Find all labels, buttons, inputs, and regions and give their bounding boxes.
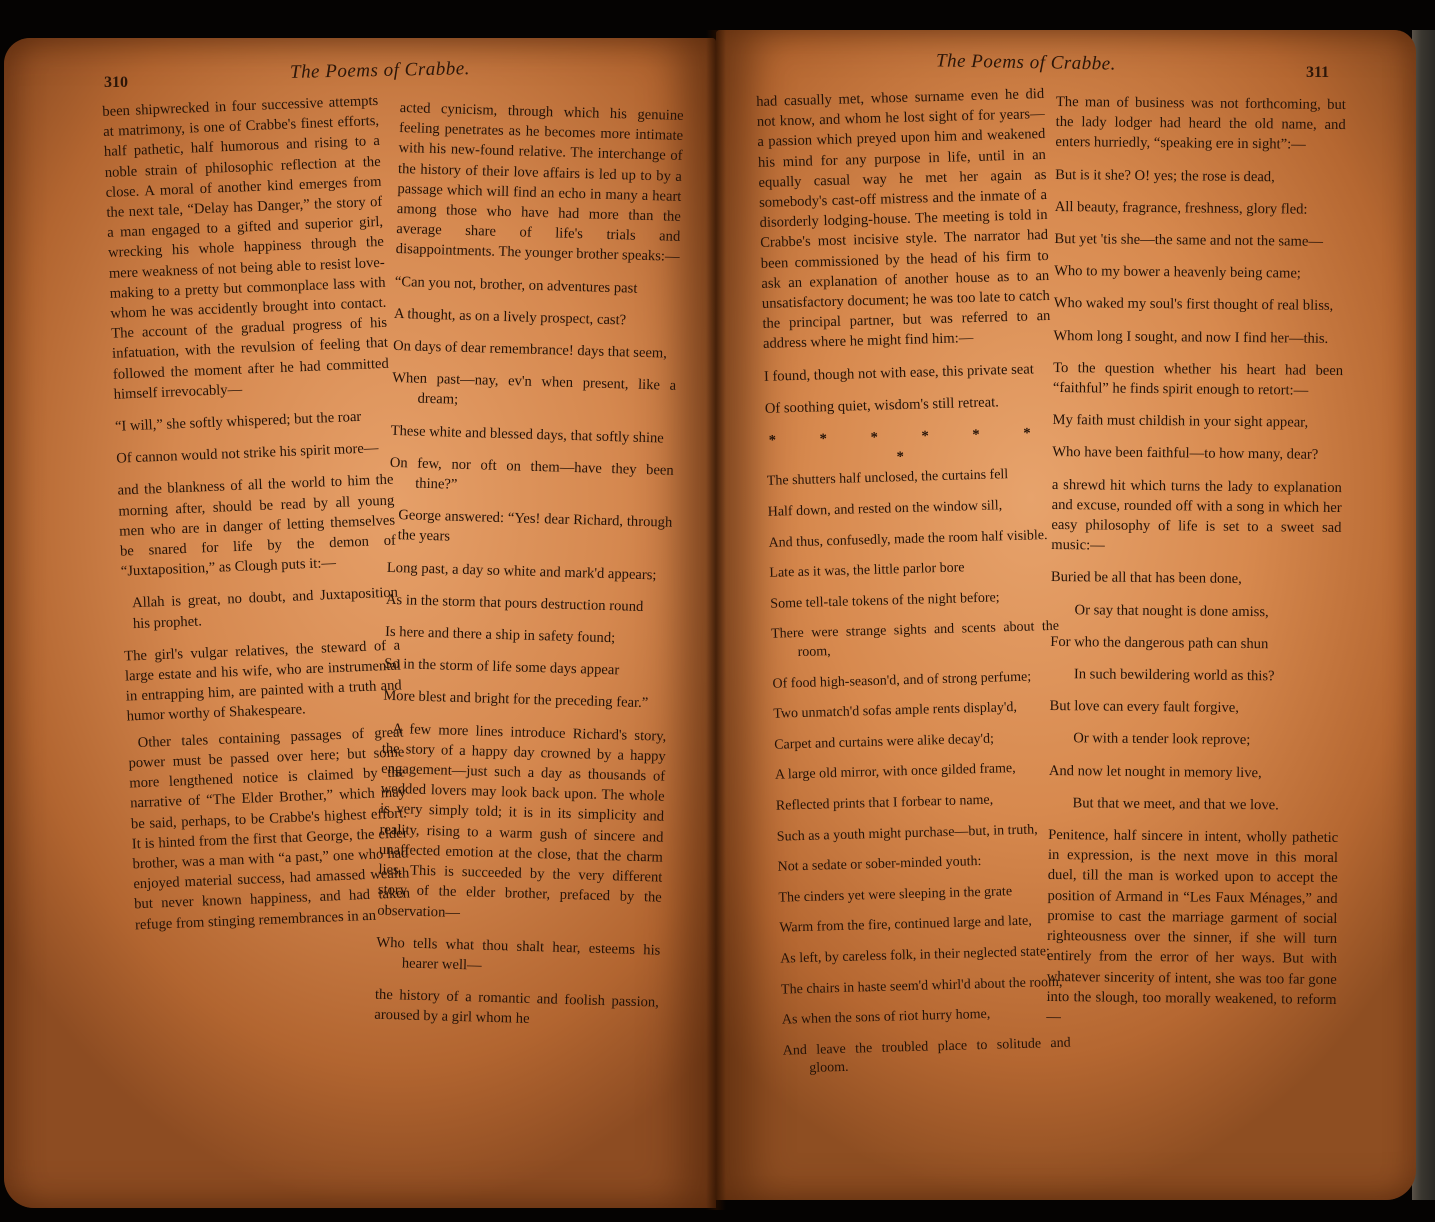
verse-line: Is here and there a ship in safety found; <box>384 623 616 647</box>
verse-line: And now let nought in memory live, <box>1048 762 1262 781</box>
paragraph: The girl's vulgar relatives, the steward of a large estate and his wife, who are instrumental in entrapping him, are painted with a truth and humor worthy of Shakespeare. <box>123 637 402 725</box>
right-page-number: 311 <box>1306 64 1330 81</box>
left-column-2 <box>374 98 684 1045</box>
verse-line: When past—nay, ev'n when present, like a dream; <box>391 370 677 409</box>
verse-line: Late as it was, the little parlor bore <box>769 560 965 582</box>
paragraph: A few more lines introduce Richard's story, the story of a happy day crowned by a happy engagement—just such a day as thousands of wedded lovers may look back upon. The whole is very simply told; it is in its simplicity and reality, rising to a warm gush of sincere and unaffected emotion at the close, that the charm lies. This is succeeded by the very different story of the elder brother, prefaced by the observation— <box>377 720 667 921</box>
verse-line: Some tell-tale tokens of the night before; <box>770 590 1000 612</box>
verse-line: In such bewildering world as this? <box>1073 666 1275 685</box>
verse-line: The chairs in haste seem'd whirl'd about the room, <box>780 974 1063 998</box>
paragraph: acted cynicism, through which his genuine feeling penetrates as he becomes more intimate with his new-found relative. The interchange of the history of their love affairs is led up to by a passage which will find an echo in many a heart among those who have had more than the average share of life's trials and disappointments. The younger brother speaks:— <box>395 99 684 266</box>
paragraph: To the question whether his heart had been “faithful” he finds spirit enough to retort:— <box>1052 359 1344 399</box>
verse-line: Who tells what thou shalt hear, esteems his hearer well— <box>376 934 661 974</box>
verse-line: Two unmatch'd sofas ample rents display'd, <box>773 700 1018 722</box>
verse-line: These white and blessed days, that softly shine <box>390 422 665 447</box>
verse-line: As when the sons of riot hurry home, <box>781 1006 991 1028</box>
paragraph: the history of a romantic and foolish passion, aroused by a girl whom he <box>374 986 660 1028</box>
verse-line: More blest and bright for the preceding fear.” <box>383 688 649 712</box>
verse-line: A thought, as on a lively prospect, cast? <box>393 305 627 329</box>
verse-intro: George answered: “Yes! dear Richard, through the years <box>397 507 673 546</box>
verse-line: Who to my bower a heavenly being came; <box>1054 263 1301 282</box>
verse-line: On days of dear remembrance! days that seem, <box>392 337 668 362</box>
verse-line: Long past, a day so white and mark'd appears; <box>386 559 657 584</box>
verse-line: A large old mirror, with once gilded frame, <box>774 761 1016 784</box>
verse-line: Or say that nought is done amiss, <box>1074 601 1269 620</box>
verse-quote <box>115 406 393 469</box>
verse-line: And leave the troubled place to solitude and gloom. <box>782 1035 1071 1077</box>
verse-quote <box>376 932 661 980</box>
verse-line: Such as a youth might purchase—but, in truth, <box>776 822 1038 845</box>
verse-line: But yet 'tis she—the same and not the same— <box>1054 231 1324 250</box>
verse-line: So in the storm of life some days appear <box>383 656 620 679</box>
verse-quote <box>764 358 1053 418</box>
verse-line: But that we meet, and that we love. <box>1072 795 1279 814</box>
verse-line: All beauty, fragrance, freshness, glory fled: <box>1054 198 1308 218</box>
verse-quote <box>767 465 1072 1079</box>
book-gutter <box>706 30 726 1210</box>
verse-line: Of food high-season'd, and of strong perfume; <box>772 669 1032 692</box>
verse-line: But love can every fault forgive, <box>1049 698 1240 717</box>
verse-line: The cinders yet were sleeping in the grate <box>778 883 1013 906</box>
quote-line: Allah is great, no doubt, and Juxtaposition his prophet. <box>131 584 399 632</box>
verse-line: On few, nor oft on them—have they been thine?” <box>389 454 674 493</box>
verse-line: Who have been faithful—to how many, dear? <box>1052 444 1319 464</box>
paragraph: a shrewd hit which turns the lady to explanation and excuse, rounded off with a song in which her easy philosophy of life is set to a sweet sad music:— <box>1051 476 1342 554</box>
verse-line: As left, by careless folk, in their neglected state; <box>780 944 1051 967</box>
verse-line: “I will,” she softly whispered; but the roar <box>114 408 362 435</box>
verse-quote <box>1048 567 1341 816</box>
verse-line: Reflected prints that I forbear to name, <box>775 792 994 814</box>
verse-line: Of soothing quiet, wisdom's still retreat. <box>764 394 1000 417</box>
verse-line: Whom long I sought, and now I find her—this. <box>1053 327 1329 347</box>
right-column-1 <box>756 84 1072 1092</box>
paragraph: The man of business was not forthcoming, but the lady lodger had heard the old name, and enters hurriedly, “speaking ere in sight”:— <box>1055 93 1346 154</box>
verse-line: And thus, confusedly, made the room half visible. <box>768 527 1048 551</box>
verse-quote <box>1052 410 1343 465</box>
verse-line: The shutters half unclosed, the curtains fell <box>766 467 1009 490</box>
verse-quote <box>383 272 679 715</box>
paragraph: and the blankness of all the world to him the morning after, should be read by all young men who are in danger of letting themselves be snared for life by the demon of “Juxtaposition,” as Clough puts it:— <box>117 472 397 580</box>
verse-line: Carpet and curtains were alike decay'd; <box>774 731 995 753</box>
verse-line: For who the dangerous path can shun <box>1050 633 1269 653</box>
verse-line: But is it she? O! yes; the rose is dead, <box>1055 166 1275 185</box>
paragraph: had casually met, whose surname even he did not know, and whom he lost sight of for years—a passion which preyed upon him and weakened his mind for any purpose in life, until in an equally casual way he met her again as somebody's cast-off mistress and the inmate of a disorderly lodging-house. The meeting is told in Crabbe's most incisive style. The narrator had been commissioned by the head of his firm to ask an explanation of another house as to an unsatisfactory document; he was too late to catch the principal partner, but was referred to an address where he might find him:— <box>756 85 1051 353</box>
paragraph: Penitence, half sincere in intent, wholly pathetic in expression, is the next move in this moral duel, till the man is worked upon to accept the position of Armand in “Les Faux Ménages,” and promise to cast the marriage garment of social righteousness over the sinner, if she will turn entirely from the error of her ways. But with whatever sincerity of intent, she was too far gone into the slough, too morally weakened, to reform— <box>1046 827 1339 1026</box>
verse-line: Who waked my soul's first thought of real bliss, <box>1053 295 1334 315</box>
left-running-head: The Poems of Crabbe. <box>289 58 471 83</box>
section-break-stars: * * * * * * * <box>768 424 1051 466</box>
verse-line: My faith must childish in your sight appear, <box>1052 412 1309 431</box>
verse-line: I found, though not with ease, this private seat <box>763 360 1035 385</box>
paragraph: been shipwrecked in four successive attempts at matrimony, is one of Crabbe's finest efforts, half pathetic, half humorous and rising to a noble strain of philosophic reflection at the close. A moral of another kind emerges from the next tale, “Delay has Danger,” the story of a man engaged to a gifted and superior girl, wrecking his whole happiness through the mere weakness of not being able to resist love-making to a pretty but commonplace lass with whom he was accidently brought into contact. The account of the gradual progress of his infatuation, with the revulsion of feeling that followed the moment after he had committed himself irrevocably— <box>102 92 390 403</box>
paragraph: Other tales containing passages of great power must be passed over here; but some more lengthened notice is claimed by the narrative of “The Elder Brother,” which may be said, perhaps, to be Crabbe's highest effort. It is hinted from the first that George, the elder brother, was a man with “a past,” one who had enjoyed material success, had amassed wealth but never known happiness, and had taken refuge from stinging remembrances in an <box>128 724 411 933</box>
verse-line: Of cannon would not strike his spirit more— <box>116 440 379 467</box>
left-column-1 <box>102 91 412 947</box>
verse-line: “Can you not, brother, on adventures past <box>394 273 638 297</box>
right-running-head: The Poems of Crabbe. <box>935 50 1117 75</box>
verse-line: There were strange sights and scents about the room, <box>770 619 1060 661</box>
verse-line: Buried be all that has been done, <box>1050 569 1242 588</box>
verse-line: Not a sedate or sober-minded youth: <box>777 854 982 875</box>
left-page-number: 310 <box>104 74 128 91</box>
verse-line: Half down, and rested on the window sill, <box>767 498 1003 520</box>
verse-quote <box>1053 165 1345 349</box>
verse-line: As in the storm that pours destruction round <box>385 591 644 615</box>
right-column-2 <box>1046 92 1346 1042</box>
verse-line: Or with a tender look reprove; <box>1073 730 1251 749</box>
verse-line: Warm from the fire, continued large and late, <box>779 913 1032 937</box>
